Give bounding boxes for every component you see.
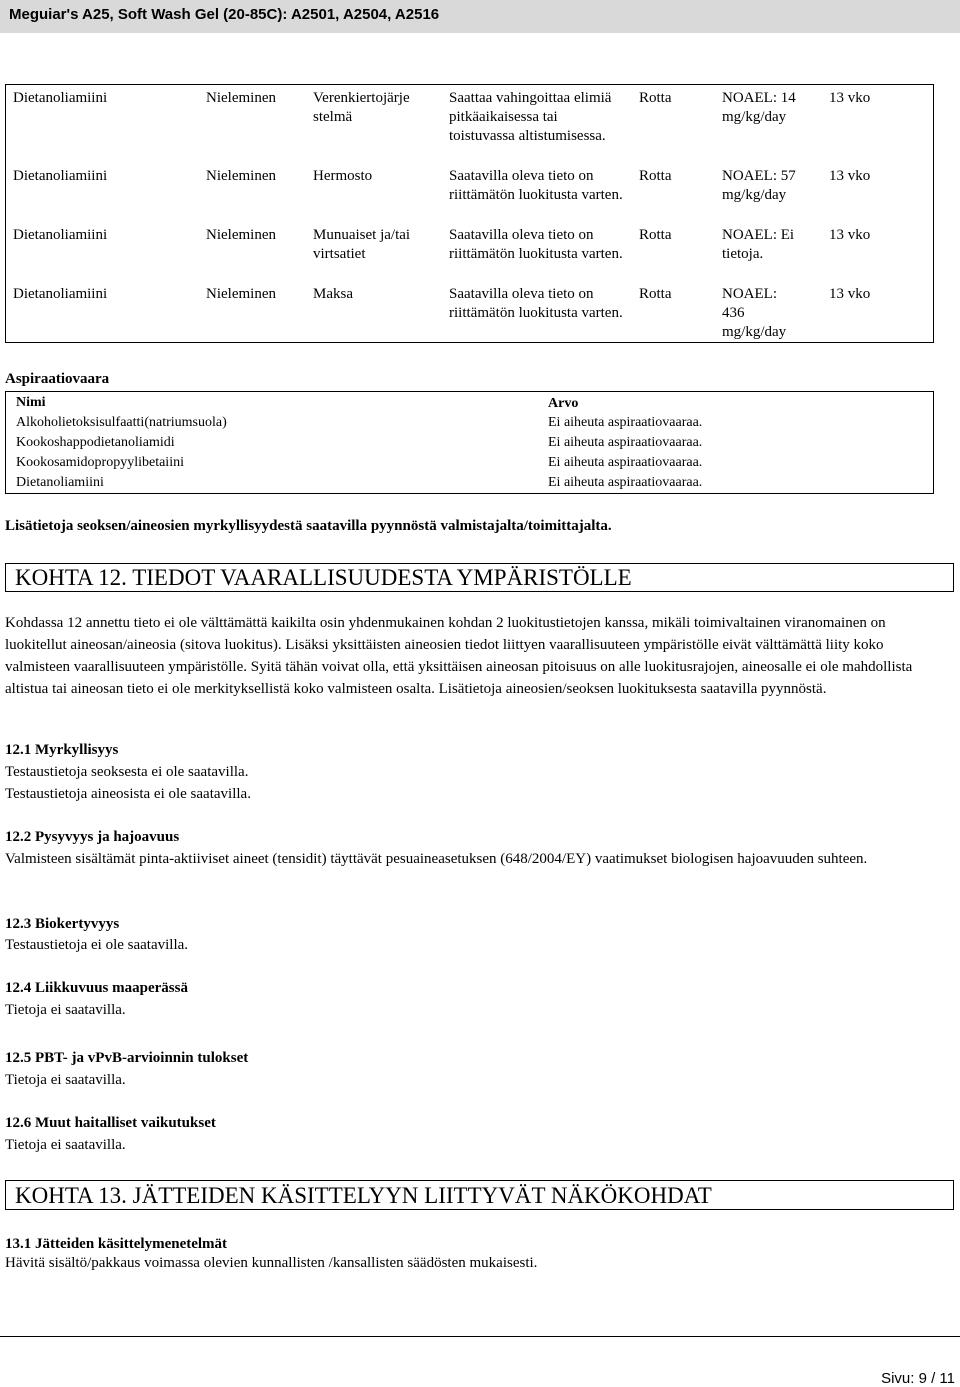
duration-cell: 13 vko xyxy=(829,90,871,106)
substance-cell: Dietanoliamiini xyxy=(13,90,108,106)
document-title: Meguiar's A25, Soft Wash Gel (20-85C): A2501, A2504, A2516 xyxy=(9,6,440,23)
duration-cell: 13 vko xyxy=(829,286,871,302)
route-cell: Nieleminen xyxy=(206,168,276,184)
subsection-text: Tietoja ei saatavilla. xyxy=(5,1072,126,1088)
column-header-value: Arvo xyxy=(548,396,579,411)
duration-cell: 13 vko xyxy=(829,227,871,243)
species-cell: Rotta xyxy=(639,168,672,184)
subsection-title: 12.6 Muut haitalliset vaikutukset xyxy=(5,1115,216,1131)
route-cell: Nieleminen xyxy=(206,90,276,106)
section-13-heading xyxy=(5,1180,954,1210)
organ-cell: Hermosto xyxy=(313,168,373,184)
route-cell: Nieleminen xyxy=(206,286,276,302)
substance-cell: Dietanoliamiini xyxy=(13,168,108,184)
effect-cell: Saattaa vahingoittaa elimiä pitkäaikaisessa tai toistuvassa altistumisessa. xyxy=(449,90,612,144)
organ-cell: Munuaiset ja/tai virtsatiet xyxy=(313,227,411,262)
subsection-text: Valmisteen sisältämät pinta-aktiiviset aineet (tensidit) täyttävät pesuaineasetuksen (648/2004/EY) vaatimukset biologisen hajoavuuden suhteen. xyxy=(5,851,868,867)
organ-cell: Maksa xyxy=(313,286,353,302)
aspiration-title: Aspiraatiovaara xyxy=(5,371,110,387)
extra-info-note: Lisätietoja seoksen/aineosien myrkyllisyydestä saatavilla pyynnöstä valmistajalta/toimittajalta. xyxy=(5,518,612,534)
value-cell: NOAEL: 57 mg/kg/day xyxy=(722,168,796,203)
substance-cell: Dietanoliamiini xyxy=(13,286,108,302)
value-cell: NOAEL: 14 mg/kg/day xyxy=(722,90,796,125)
species-cell: Rotta xyxy=(639,90,672,106)
subsection-text: Testaustietoja seoksesta ei ole saatavilla. xyxy=(5,764,249,780)
section-13-title: KOHTA 13. JÄTTEIDEN KÄSITTELYYN LIITTYVÄT NÄKÖKOHDAT xyxy=(15,1183,712,1208)
aspiration-name: Kookosamidopropyylibetaiini xyxy=(16,455,184,470)
subsection-title: 12.5 PBT- ja vPvB-arvioinnin tulokset xyxy=(5,1050,249,1066)
species-cell: Rotta xyxy=(639,227,672,243)
aspiration-name: Kookoshappodietanoliamidi xyxy=(16,435,175,450)
column-header-name: Nimi xyxy=(16,395,46,410)
aspiration-name: Alkoholietoksisulfaatti(natriumsuola) xyxy=(16,415,227,430)
effect-cell: Saatavilla oleva tieto on riittämätön luokitusta varten. xyxy=(449,286,623,321)
document-header xyxy=(0,0,960,33)
footer-divider xyxy=(0,1336,960,1337)
effect-cell: Saatavilla oleva tieto on riittämätön luokitusta varten. xyxy=(449,168,623,203)
value-cell: NOAEL: 436 mg/kg/day xyxy=(722,286,787,340)
substance-cell: Dietanoliamiini xyxy=(13,227,108,243)
subsection-title: 12.3 Biokertyvyys xyxy=(5,916,120,932)
aspiration-value: Ei aiheuta aspiraatiovaaraa. xyxy=(548,475,703,490)
species-cell: Rotta xyxy=(639,286,672,302)
subsection-title: 12.2 Pysyvyys ja hajoavuus xyxy=(5,829,180,845)
subsection-text: Hävitä sisältö/pakkaus voimassa olevien kunnallisten /kansallisten säädösten mukaisesti. xyxy=(5,1255,538,1271)
value-cell: NOAEL: Ei tietoja. xyxy=(722,227,795,262)
aspiration-value: Ei aiheuta aspiraatiovaaraa. xyxy=(548,455,703,470)
section-12-heading xyxy=(5,563,954,592)
aspiration-value: Ei aiheuta aspiraatiovaaraa. xyxy=(548,415,703,430)
subsection-text: Tietoja ei saatavilla. xyxy=(5,1002,126,1018)
toxicity-table xyxy=(5,84,934,343)
organ-cell: Verenkiertojärje stelmä xyxy=(313,90,410,125)
aspiration-value: Ei aiheuta aspiraatiovaaraa. xyxy=(548,435,703,450)
subsection-text: Tietoja ei saatavilla. xyxy=(5,1137,126,1153)
section-12-intro: Kohdassa 12 annettu tieto ei ole välttämättä kaikilta osin yhdenmukainen kohdan 2 luokitustietojen kanssa, mikäli toimivaltainen viranomainen on luokitellut aineosan/aineosia (sitova luokitus). Lisäksi yksittäisten aineosien tiedot liittyen vaarallisuuteen ympäristölle eivät välttämättä liity koko valmisteen vaarallisuuteen ympäristölle. Syitä tähän voivat olla, että yksittäisen aineosan pitoisuus on alle luokitusrajojen, aineosalle ei ole mahdollista altistua tai aineosan tieto ei ole merkityksellistä koko valmisteen osalta. Lisätietoja aineosien/seoksen luokituksesta saatavilla pyynnöstä. xyxy=(5,615,913,697)
aspiration-name: Dietanoliamiini xyxy=(16,475,104,490)
route-cell: Nieleminen xyxy=(206,227,276,243)
subsection-title: 12.1 Myrkyllisyys xyxy=(5,742,119,758)
subsection-text: Testaustietoja aineosista ei ole saatavilla. xyxy=(5,786,251,802)
subsection-title: 12.4 Liikkuvuus maaperässä xyxy=(5,980,188,996)
effect-cell: Saatavilla oleva tieto on riittämätön luokitusta varten. xyxy=(449,227,623,262)
subsection-title: 13.1 Jätteiden käsittelymenetelmät xyxy=(5,1236,228,1252)
aspiration-table xyxy=(5,391,934,494)
page-number: Sivu: 9 / 11 xyxy=(881,1370,955,1387)
duration-cell: 13 vko xyxy=(829,168,871,184)
subsection-text: Testaustietoja ei ole saatavilla. xyxy=(5,937,189,953)
section-12-title: KOHTA 12. TIEDOT VAARALLISUUDESTA YMPÄRISTÖLLE xyxy=(15,565,632,590)
